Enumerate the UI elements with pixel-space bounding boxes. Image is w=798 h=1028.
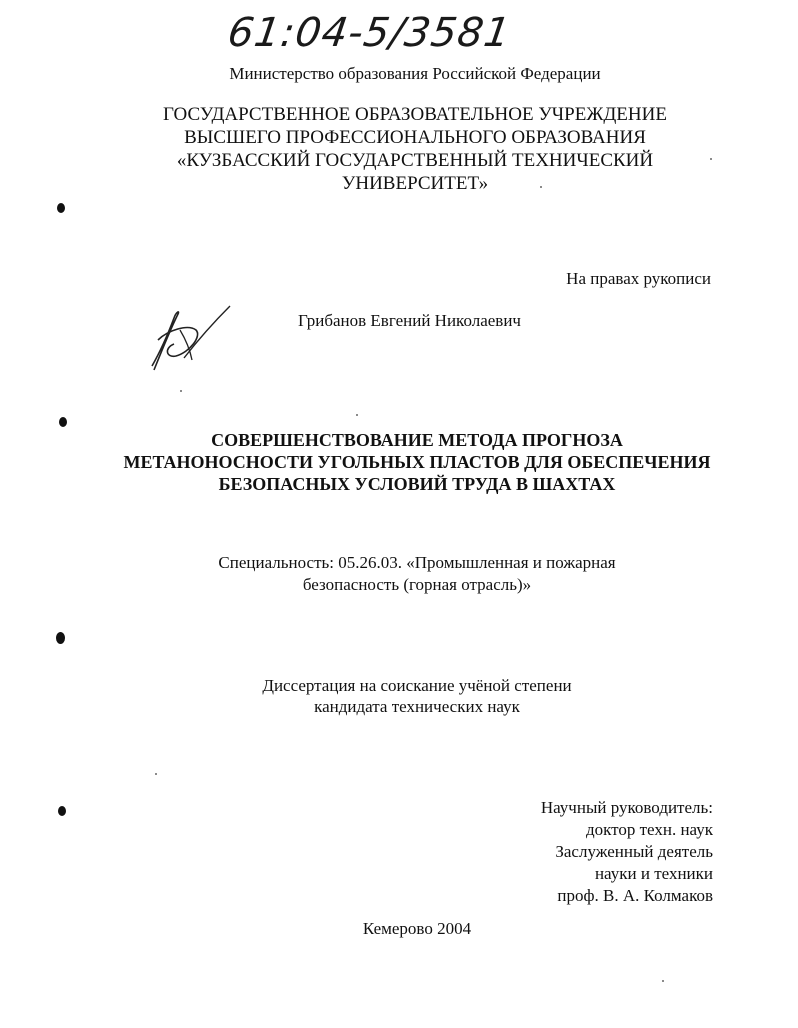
scan-speck [710,158,712,160]
binder-hole-mark [58,806,66,816]
city-year: Кемерово 2004 [362,919,472,938]
specialty-line: Специальность: 05.26.03. «Промышленная и пожарная [218,553,616,572]
specialty-line: безопасность (горная отрасль)» [302,575,532,594]
specialty [0,552,798,596]
title-line: МЕТАНОНОСНОСТИ УГОЛЬНЫХ ПЛАСТОВ ДЛЯ ОБЕСПЕЧЕНИЯ [123,452,711,472]
degree-line: кандидата технических наук [314,697,520,716]
scan-speck [662,980,664,982]
degree-statement [0,675,798,717]
manuscript-rights: На правах рукописи [566,269,711,288]
scan-speck [155,773,157,775]
supervisor-line: доктор техн. наук [585,820,713,839]
scan-speck [180,390,182,392]
scan-speck [540,186,542,188]
degree-line: Диссертация на соискание учёной степени [262,676,572,695]
dissertation-title [0,429,798,495]
archive-number-handwritten: 61:04-5/3581 [224,10,514,56]
institution-line: «КУЗБАССКИЙ ГОСУДАРСТВЕННЫЙ ТЕХНИЧЕСКИЙ [176,150,654,171]
binder-hole-mark [57,203,65,213]
institution-line: УНИВЕРСИТЕТ» [341,173,489,194]
supervisor-line: Заслуженный деятель [555,842,713,861]
institution-line: ВЫСШЕГО ПРОФЕССИОНАЛЬНОГО ОБРАЗОВАНИЯ [184,127,646,148]
ministry-name: Министерство образования Российской Федерации [229,64,601,83]
supervisor-line: проф. В. А. Колмаков [557,886,713,905]
title-line: БЕЗОПАСНЫХ УСЛОВИЙ ТРУДА В ШАХТАХ [218,474,616,494]
author-signature [140,300,240,380]
institution-line: ГОСУДАРСТВЕННОЕ ОБРАЗОВАТЕЛЬНОЕ УЧРЕЖДЕНИЕ [163,104,667,125]
supervisor-line: Научный руководитель: [540,798,713,817]
binder-hole-mark [59,417,67,427]
supervisor-line: науки и техники [594,864,713,883]
binder-hole-mark [56,632,65,644]
title-line: СОВЕРШЕНСТВОВАНИЕ МЕТОДА ПРОГНОЗА [211,430,623,450]
author-name: Грибанов Евгений Николаевич [298,311,521,330]
scan-speck [356,414,358,416]
institution-name [0,103,798,195]
supervisor-block [541,797,713,907]
